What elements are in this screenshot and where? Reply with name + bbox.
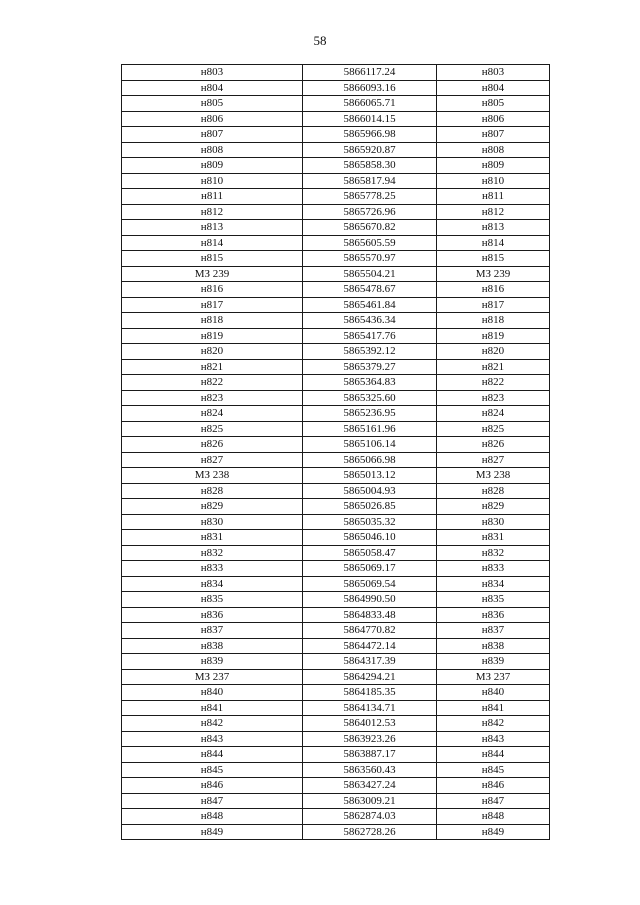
table-row	[122, 328, 550, 344]
table-row	[122, 359, 550, 375]
table-row	[122, 437, 550, 453]
table-row	[122, 499, 550, 515]
point-name-repeat-cell: МЗ 237	[437, 669, 550, 685]
table-row	[122, 638, 550, 654]
point-name-repeat-cell: н814	[437, 235, 550, 251]
point-name-repeat-cell: н810	[437, 173, 550, 189]
coordinate-cell: 5865478.67	[303, 282, 437, 298]
table-row	[122, 406, 550, 422]
table-row	[122, 545, 550, 561]
point-name-cell: н828	[122, 483, 303, 499]
table-row	[122, 127, 550, 143]
table-row	[122, 778, 550, 794]
coordinate-cell: 5865364.83	[303, 375, 437, 391]
point-name-repeat-cell: н826	[437, 437, 550, 453]
coordinate-cell: 5864770.82	[303, 623, 437, 639]
coordinate-cell: 5865325.60	[303, 390, 437, 406]
table-row	[122, 700, 550, 716]
table-row	[122, 654, 550, 670]
point-name-cell: н847	[122, 793, 303, 809]
coordinate-cell: 5865417.76	[303, 328, 437, 344]
coordinate-cell: 5864472.14	[303, 638, 437, 654]
coordinate-cell: 5864294.21	[303, 669, 437, 685]
point-name-cell: н829	[122, 499, 303, 515]
point-name-cell: н815	[122, 251, 303, 267]
table-row	[122, 344, 550, 360]
point-name-cell: н811	[122, 189, 303, 205]
coordinate-cell: 5866117.24	[303, 65, 437, 81]
table-row	[122, 96, 550, 112]
point-name-repeat-cell: н846	[437, 778, 550, 794]
table-row	[122, 452, 550, 468]
coordinate-cell: 5864833.48	[303, 607, 437, 623]
point-name-cell: н826	[122, 437, 303, 453]
table-row	[122, 623, 550, 639]
table-row	[122, 251, 550, 267]
point-name-cell: н816	[122, 282, 303, 298]
table-row	[122, 468, 550, 484]
coordinate-cell: 5865046.10	[303, 530, 437, 546]
point-name-cell: н849	[122, 824, 303, 840]
point-name-repeat-cell: н839	[437, 654, 550, 670]
point-name-repeat-cell: н829	[437, 499, 550, 515]
point-name-cell: н833	[122, 561, 303, 577]
point-name-repeat-cell: н844	[437, 747, 550, 763]
table-row	[122, 793, 550, 809]
point-name-cell: н839	[122, 654, 303, 670]
coordinate-cell: 5866014.15	[303, 111, 437, 127]
point-name-repeat-cell: н842	[437, 716, 550, 732]
point-name-cell: МЗ 237	[122, 669, 303, 685]
point-name-cell: н827	[122, 452, 303, 468]
point-name-repeat-cell: н807	[437, 127, 550, 143]
table-row	[122, 747, 550, 763]
table-row	[122, 204, 550, 220]
point-name-repeat-cell: н803	[437, 65, 550, 81]
point-name-cell: н848	[122, 809, 303, 825]
point-name-cell: н809	[122, 158, 303, 174]
coordinate-cell: 5865605.59	[303, 235, 437, 251]
point-name-cell: н845	[122, 762, 303, 778]
point-name-cell: н814	[122, 235, 303, 251]
coordinates-table	[121, 64, 550, 840]
point-name-cell: н817	[122, 297, 303, 313]
coordinate-cell: 5863923.26	[303, 731, 437, 747]
point-name-cell: н803	[122, 65, 303, 81]
point-name-cell: н830	[122, 514, 303, 530]
table-row	[122, 189, 550, 205]
point-name-repeat-cell: н847	[437, 793, 550, 809]
point-name-repeat-cell: н848	[437, 809, 550, 825]
point-name-repeat-cell: н804	[437, 80, 550, 96]
table-row	[122, 824, 550, 840]
table-row	[122, 111, 550, 127]
point-name-cell: МЗ 238	[122, 468, 303, 484]
table-row	[122, 592, 550, 608]
coordinates-table-body	[122, 65, 550, 840]
coordinate-cell: 5864990.50	[303, 592, 437, 608]
point-name-repeat-cell: н819	[437, 328, 550, 344]
table-row	[122, 390, 550, 406]
coordinate-cell: 5863887.17	[303, 747, 437, 763]
point-name-repeat-cell: МЗ 238	[437, 468, 550, 484]
table-row	[122, 266, 550, 282]
point-name-repeat-cell: н843	[437, 731, 550, 747]
coordinate-cell: 5865069.54	[303, 576, 437, 592]
point-name-repeat-cell: н835	[437, 592, 550, 608]
point-name-repeat-cell: н840	[437, 685, 550, 701]
point-name-repeat-cell: н816	[437, 282, 550, 298]
point-name-cell: н819	[122, 328, 303, 344]
point-name-cell: н821	[122, 359, 303, 375]
point-name-repeat-cell: МЗ 239	[437, 266, 550, 282]
point-name-cell: н844	[122, 747, 303, 763]
coordinate-cell: 5863560.43	[303, 762, 437, 778]
point-name-repeat-cell: н820	[437, 344, 550, 360]
point-name-repeat-cell: н812	[437, 204, 550, 220]
coordinate-cell: 5866065.71	[303, 96, 437, 112]
coordinate-cell: 5865058.47	[303, 545, 437, 561]
table-row	[122, 530, 550, 546]
table-row	[122, 235, 550, 251]
point-name-repeat-cell: н821	[437, 359, 550, 375]
table-row	[122, 220, 550, 236]
table-row	[122, 142, 550, 158]
coordinate-cell: 5865570.97	[303, 251, 437, 267]
point-name-cell: н841	[122, 700, 303, 716]
point-name-cell: н837	[122, 623, 303, 639]
table-row	[122, 576, 550, 592]
point-name-cell: н846	[122, 778, 303, 794]
coordinate-cell: 5864317.39	[303, 654, 437, 670]
point-name-repeat-cell: н830	[437, 514, 550, 530]
table-row	[122, 685, 550, 701]
table-row	[122, 375, 550, 391]
point-name-repeat-cell: н808	[437, 142, 550, 158]
table-row	[122, 421, 550, 437]
coordinate-cell: 5865461.84	[303, 297, 437, 313]
point-name-cell: н813	[122, 220, 303, 236]
point-name-repeat-cell: н817	[437, 297, 550, 313]
point-name-cell: н822	[122, 375, 303, 391]
point-name-cell: н842	[122, 716, 303, 732]
point-name-repeat-cell: н834	[437, 576, 550, 592]
point-name-cell: н820	[122, 344, 303, 360]
page-number: 58	[313, 33, 327, 48]
coordinate-cell: 5865858.30	[303, 158, 437, 174]
coordinate-cell: 5862874.03	[303, 809, 437, 825]
table-row	[122, 65, 550, 81]
table-row	[122, 731, 550, 747]
coordinate-cell: 5865436.34	[303, 313, 437, 329]
point-name-repeat-cell: н811	[437, 189, 550, 205]
coordinate-cell: 5865778.25	[303, 189, 437, 205]
point-name-cell: н838	[122, 638, 303, 654]
coordinate-cell: 5865379.27	[303, 359, 437, 375]
point-name-cell: н806	[122, 111, 303, 127]
coordinate-cell: 5864134.71	[303, 700, 437, 716]
point-name-repeat-cell: н813	[437, 220, 550, 236]
coordinate-cell: 5865026.85	[303, 499, 437, 515]
table-row	[122, 561, 550, 577]
point-name-repeat-cell: н836	[437, 607, 550, 623]
point-name-cell: н840	[122, 685, 303, 701]
table-row	[122, 313, 550, 329]
coordinate-cell: 5865004.93	[303, 483, 437, 499]
point-name-repeat-cell: н832	[437, 545, 550, 561]
table-row	[122, 483, 550, 499]
table-row	[122, 282, 550, 298]
point-name-repeat-cell: н815	[437, 251, 550, 267]
coordinate-cell: 5865670.82	[303, 220, 437, 236]
point-name-repeat-cell: н828	[437, 483, 550, 499]
point-name-cell: н843	[122, 731, 303, 747]
point-name-cell: н831	[122, 530, 303, 546]
point-name-cell: н824	[122, 406, 303, 422]
point-name-repeat-cell: н824	[437, 406, 550, 422]
table-row	[122, 607, 550, 623]
table-row	[122, 716, 550, 732]
point-name-repeat-cell: н833	[437, 561, 550, 577]
point-name-cell: н825	[122, 421, 303, 437]
point-name-repeat-cell: н809	[437, 158, 550, 174]
point-name-repeat-cell: н806	[437, 111, 550, 127]
point-name-cell: н834	[122, 576, 303, 592]
point-name-cell: н805	[122, 96, 303, 112]
point-name-repeat-cell: н838	[437, 638, 550, 654]
coordinate-cell: 5864185.35	[303, 685, 437, 701]
point-name-repeat-cell: н823	[437, 390, 550, 406]
coordinate-cell: 5865161.96	[303, 421, 437, 437]
point-name-cell: н818	[122, 313, 303, 329]
point-name-cell: МЗ 239	[122, 266, 303, 282]
coordinate-cell: 5865817.94	[303, 173, 437, 189]
point-name-cell: н836	[122, 607, 303, 623]
table-row	[122, 80, 550, 96]
point-name-cell: н807	[122, 127, 303, 143]
point-name-cell: н810	[122, 173, 303, 189]
coordinate-cell: 5864012.53	[303, 716, 437, 732]
point-name-repeat-cell: н831	[437, 530, 550, 546]
coordinate-cell: 5865726.96	[303, 204, 437, 220]
coordinate-cell: 5865035.32	[303, 514, 437, 530]
point-name-repeat-cell: н845	[437, 762, 550, 778]
point-name-repeat-cell: н818	[437, 313, 550, 329]
coordinate-cell: 5865236.95	[303, 406, 437, 422]
coordinate-cell: 5865504.21	[303, 266, 437, 282]
point-name-cell: н812	[122, 204, 303, 220]
coordinate-cell: 5865066.98	[303, 452, 437, 468]
table-row	[122, 809, 550, 825]
point-name-repeat-cell: н841	[437, 700, 550, 716]
table-row	[122, 173, 550, 189]
table-row	[122, 297, 550, 313]
table-row	[122, 762, 550, 778]
coordinate-cell: 5865920.87	[303, 142, 437, 158]
point-name-repeat-cell: н849	[437, 824, 550, 840]
coordinate-cell: 5863427.24	[303, 778, 437, 794]
coordinate-cell: 5863009.21	[303, 793, 437, 809]
coordinate-cell: 5865966.98	[303, 127, 437, 143]
table-row	[122, 514, 550, 530]
coordinate-cell: 5865013.12	[303, 468, 437, 484]
coordinate-cell: 5866093.16	[303, 80, 437, 96]
point-name-cell: н832	[122, 545, 303, 561]
table-row	[122, 158, 550, 174]
point-name-cell: н804	[122, 80, 303, 96]
point-name-cell: н835	[122, 592, 303, 608]
point-name-repeat-cell: н827	[437, 452, 550, 468]
point-name-repeat-cell: н805	[437, 96, 550, 112]
point-name-cell: н808	[122, 142, 303, 158]
point-name-repeat-cell: н837	[437, 623, 550, 639]
coordinate-cell: 5865106.14	[303, 437, 437, 453]
point-name-repeat-cell: н825	[437, 421, 550, 437]
coordinate-cell: 5865392.12	[303, 344, 437, 360]
coordinate-cell: 5862728.26	[303, 824, 437, 840]
table-row	[122, 669, 550, 685]
coordinate-cell: 5865069.17	[303, 561, 437, 577]
point-name-cell: н823	[122, 390, 303, 406]
point-name-repeat-cell: н822	[437, 375, 550, 391]
